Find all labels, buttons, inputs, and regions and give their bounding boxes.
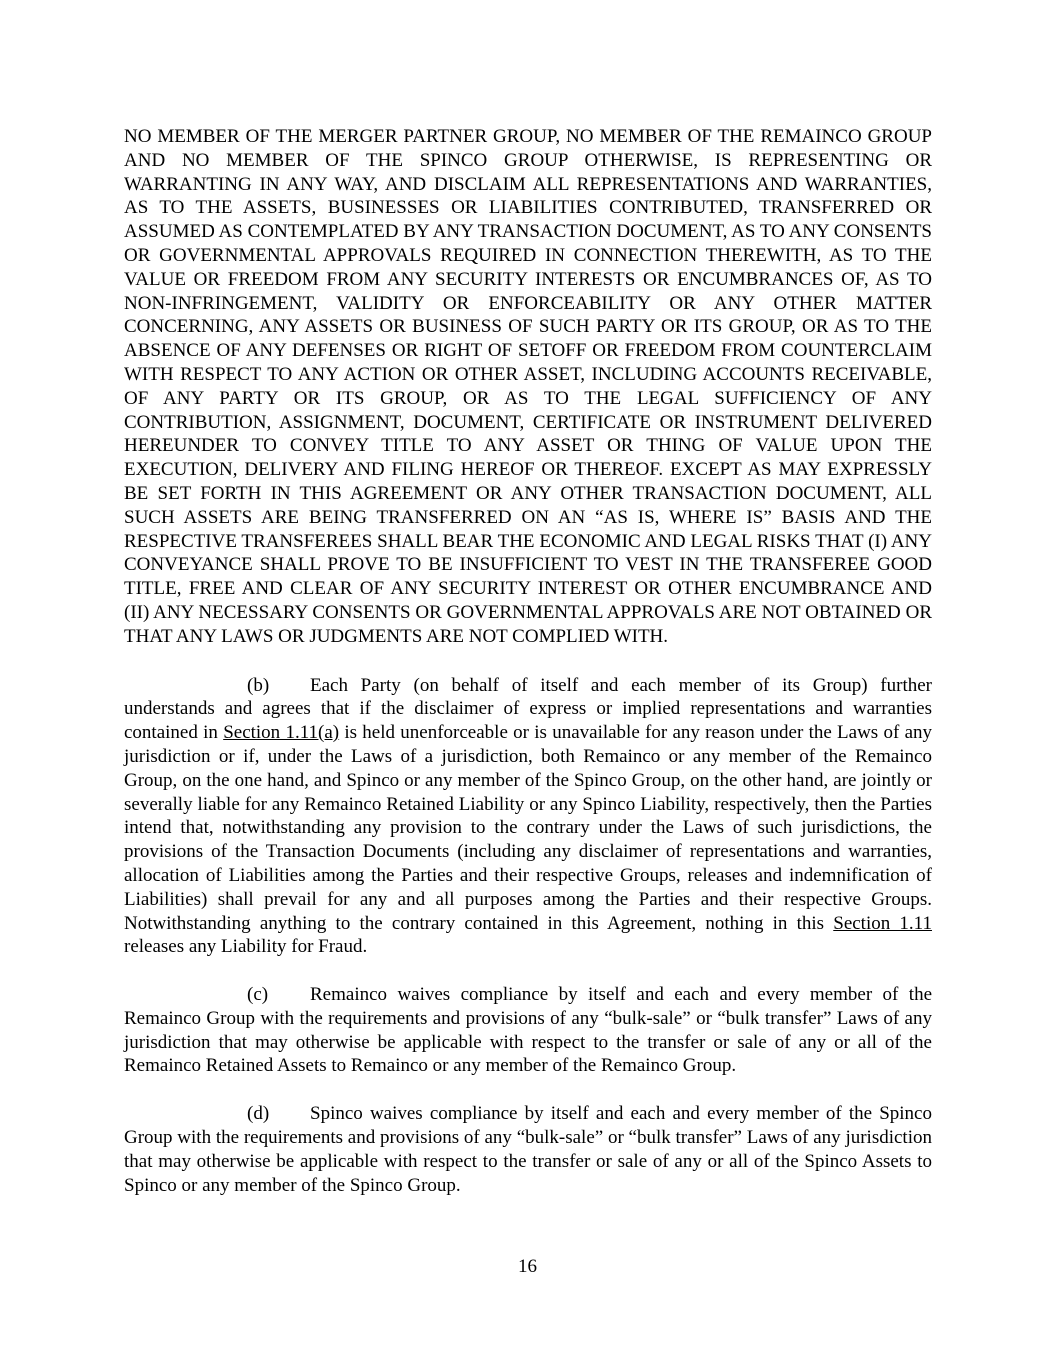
section-c-paragraph [124,983,932,1078]
section-b-text-part-1: Each Party (on behalf of itself and each member of its Group) further understands and agrees that if the disclaimer of express or implied representations and warranties contained in [124,674,932,744]
section-1-11-a-reference[interactable]: Section 1.11(a) [223,722,340,744]
section-d-label: (d) [247,1103,270,1125]
document-body [124,125,932,1221]
section-d-text: Spinco waives compliance by itself and each and every member of the Spinco Group with the requirements and provisions of any “bulk-sale” or “bulk transfer” Laws of any jurisdiction that may otherwise be applicable with respect to the transfer or sale of any or all of the Spinco Assets to Spinco or any member of the Spinco Group. [124,1103,932,1196]
section-1-11-reference[interactable]: Section 1.11 [833,912,932,934]
section-b-text-part-2: is held unenforceable or is unavailable for any reason under the Laws of any jurisdiction or if, under the Laws of a jurisdiction, both Remainco or any member of the Remainco Group, on the one hand, and Spinco or any member of the Spinco Group, on the other hand, are jointly or severally liable for any Remainco Retained Liability or any Spinco Liability, respectively, then the Parties intend that, notwithstanding any provision to the contrary under the Laws of such jurisdictions, the provisions of the Transaction Documents (including any disclaimer of representations and warranties, allocation of Liabilities among the Parties and their respective Groups, releases and indemnification of Liabilities) shall prevail for any and all purposes among the Parties and their respective Groups. Notwithstanding anything to the contrary contained in this Agreement, nothing in this [124,722,933,934]
page-number: 16 [518,1256,537,1277]
section-c-text: Remainco waives compliance by itself and each and every member of the Remainco Group with the requirements and provisions of any “bulk-sale” or “bulk transfer” Laws of any jurisdiction that may otherwise be applicable with respect to the transfer or sale of any or all of the Remainco Retained Assets to Remainco or any member of the Remainco Group. [124,984,932,1077]
section-b-text-part-3: releases any Liability for Fraud. [124,936,368,958]
disclaimer-paragraph: NO MEMBER OF THE MERGER PARTNER GROUP, NO MEMBER OF THE REMAINCO GROUP AND NO MEMBER OF THE SPINCO GROUP OTHERWISE, IS REPRESENTING OR WARRANTING IN ANY WAY, AND DISCLAIM ALL REPRESENTATIONS AND WARRANTIES, AS TO THE ASSETS, BUSINESSES OR LIABILITIES CONTRIBUTED, TRANSFERRED OR ASSUMED AS CONTEMPLATED BY ANY TRANSACTION DOCUMENT, AS TO ANY CONSENTS OR GOVERNMENTAL APPROVALS REQUIRED IN CONNECTION THEREWITH, AS TO THE VALUE OR FREEDOM FROM ANY SECURITY INTERESTS OR ENCUMBRANCES OF, AS TO NON-INFRINGEMENT, VALIDITY OR ENFORCEABILITY OR ANY OTHER MATTER CONCERNING, ANY ASSETS OR BUSINESS OF SUCH PARTY OR ITS GROUP, OR AS TO THE ABSENCE OF ANY DEFENSES OR RIGHT OF SETOFF OR FREEDOM FROM COUNTERCLAIM WITH RESPECT TO ANY ACTION OR OTHER ASSET, INCLUDING ACCOUNTS RECEIVABLE, OF ANY PARTY OR ITS GROUP, OR AS TO THE LEGAL SUFFICIENCY OF ANY CONTRIBUTION, ASSIGNMENT, DOCUMENT, CERTIFICATE OR INSTRUMENT DELIVERED HEREUNDER TO CONVEY TITLE TO ANY ASSET OR THING OF VALUE UPON THE EXECUTION, DELIVERY AND FILING HEREOF OR THEREOF. EXCEPT AS MAY EXPRESSLY BE SET FORTH IN THIS AGREEMENT OR ANY OTHER TRANSACTION DOCUMENT, ALL SUCH ASSETS ARE BEING TRANSFERRED ON AN “AS IS, WHERE IS” BASIS AND THE RESPECTIVE TRANSFEREES SHALL BEAR THE ECONOMIC AND LEGAL RISKS THAT (I) ANY CONVEYANCE SHALL PROVE TO BE INSUFFICIENT TO VEST IN THE TRANSFEREE GOOD TITLE, FREE AND CLEAR OF ANY SECURITY INTEREST OR OTHER ENCUMBRANCE AND (II) ANY NECESSARY CONSENTS OR GOVERNMENTAL APPROVALS ARE NOT OBTAINED OR THAT ANY LAWS OR JUDGMENTS ARE NOT COMPLIED WITH. [124,126,932,647]
section-c-label: (c) [247,984,269,1006]
section-b-label: (b) [247,674,270,696]
section-b-paragraph [124,674,932,960]
section-d-paragraph [124,1102,932,1197]
